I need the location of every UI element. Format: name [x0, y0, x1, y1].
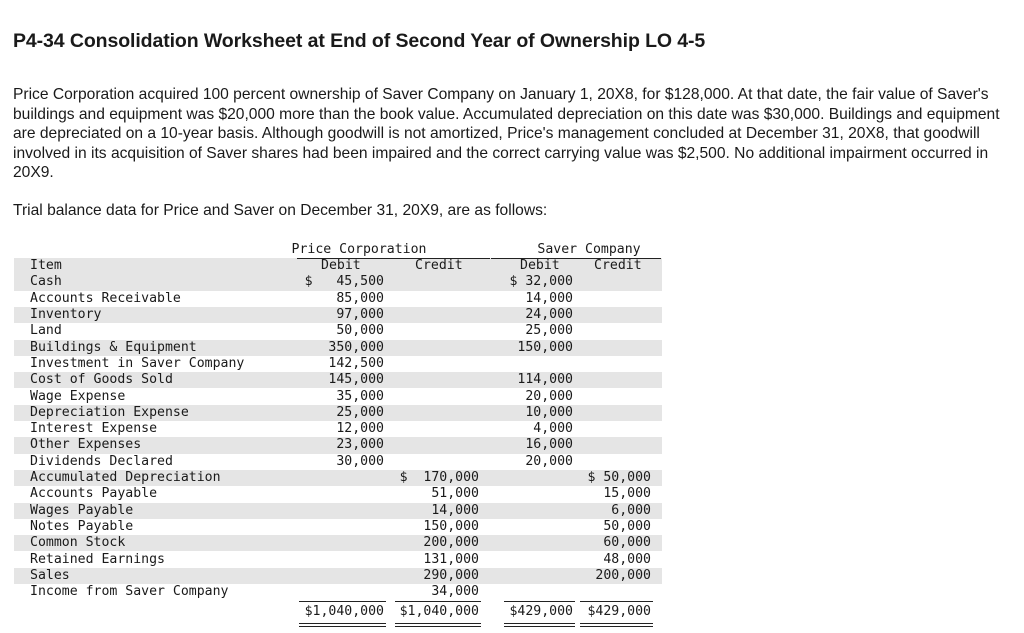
row-amount-sc: 15,000	[603, 486, 651, 502]
row-band	[14, 568, 662, 584]
row-amount-sd: 14,000	[525, 290, 573, 306]
row-amount-pd: 97,000	[336, 307, 384, 322]
row-amount-sc: 200,000	[595, 567, 651, 583]
double-rule-b-2	[504, 626, 575, 627]
row-amount-pd: 25,000	[336, 404, 384, 420]
sub-header-saver-credit: Credit	[594, 258, 642, 274]
row-item-label: Other Expenses	[30, 437, 142, 453]
row-item-label: Buildings & Equipment	[30, 339, 197, 355]
row-amount-sd: 10,000	[525, 404, 573, 420]
row-item-label: Dividends Declared	[30, 453, 173, 469]
row-amount-pc: 51,000	[431, 486, 479, 502]
row-item-label: Accounts Payable	[30, 486, 158, 502]
double-rule-b-3	[580, 626, 653, 627]
row-amount-pd: 142,500	[328, 355, 384, 371]
sub-header-saver-debit: Debit	[520, 258, 560, 274]
row-amount-pd: 23,000	[336, 437, 384, 453]
row-amount-sc: 60,000	[603, 535, 651, 551]
double-rule-a-0	[299, 623, 386, 624]
row-amount-sc: $ 50,000	[587, 470, 651, 485]
sub-header-price-credit: Credit	[415, 258, 463, 274]
row-amount-pc: 34,000	[431, 584, 479, 600]
group-header-price: Price Corporation	[291, 242, 427, 257]
row-amount-sc: 48,000	[603, 551, 651, 567]
row-amount-pc: 290,000	[423, 567, 479, 583]
row-amount-pc: 200,000	[423, 535, 479, 551]
item-header: Item	[30, 258, 62, 274]
row-item-label: Inventory	[30, 307, 102, 322]
double-rule-b-1	[395, 626, 481, 627]
row-amount-sd: 24,000	[525, 307, 573, 322]
row-amount-pc: 150,000	[423, 518, 479, 534]
row-amount-sc: 6,000	[611, 502, 651, 518]
row-amount-pd: $ 45,500	[304, 274, 384, 290]
total-pc: $1,040,000	[399, 604, 479, 620]
row-item-label: Accumulated Depreciation	[30, 470, 221, 485]
row-item-label: Accounts Receivable	[30, 290, 181, 306]
total-sc: $429,000	[587, 604, 651, 620]
double-rule-a-1	[395, 623, 481, 624]
total-sd: $429,000	[509, 604, 573, 620]
row-amount-pd: 85,000	[336, 290, 384, 306]
row-item-label: Cash	[30, 274, 62, 290]
row-amount-pc: 14,000	[431, 502, 479, 518]
double-rule-b-0	[299, 626, 386, 627]
row-amount-pd: 145,000	[328, 372, 384, 388]
row-item-label: Cost of Goods Sold	[30, 372, 173, 388]
row-amount-pd: 350,000	[328, 339, 384, 355]
row-item-label: Depreciation Expense	[30, 404, 189, 420]
row-amount-sd: 16,000	[525, 437, 573, 453]
row-amount-sd: 114,000	[517, 372, 573, 388]
row-amount-pc: 131,000	[423, 551, 479, 567]
row-amount-sd: 150,000	[517, 339, 573, 355]
rule-saver-credit	[580, 601, 653, 602]
row-amount-sc: 50,000	[603, 518, 651, 534]
row-amount-pd: 50,000	[336, 323, 384, 339]
page-title: P4-34 Consolidation Worksheet at End of Second Year of Ownership LO 4-5	[13, 30, 706, 52]
rule-saver-debit	[504, 601, 575, 602]
sub-header-price-debit: Debit	[321, 258, 361, 274]
trial-balance-table	[14, 242, 662, 629]
row-amount-pd: 30,000	[336, 453, 384, 469]
row-item-label: Wage Expense	[30, 388, 126, 404]
row-item-label: Sales	[30, 567, 70, 583]
rule-price-credit	[395, 601, 481, 602]
row-amount-sd: 4,000	[533, 421, 573, 437]
row-item-label: Interest Expense	[30, 421, 158, 437]
row-amount-pd: 35,000	[336, 388, 384, 404]
row-item-label: Land	[30, 323, 62, 339]
row-item-label: Income from Saver Company	[30, 584, 229, 600]
row-amount-sd: $ 32,000	[509, 274, 573, 290]
row-amount-sd: 20,000	[525, 453, 573, 469]
problem-description: Price Corporation acquired 100 percent ownership of Saver Company on January 1, 20X8, for $128,000. At that date, the fair value of Saver's buildings and equipment was $20,000 more than the book value. Accumulated depreciation on this date was $30,000. Buildings and equipment are depreciated on a 10-year basis. Although goodwill is not amortized, Price's management concluded at December 31, 20X8, that goodwill involved in its acquisition of Saver shares had been impaired and the correct carrying value was $2,500. No additional impairment occurred in 20X9.	[13, 86, 1000, 182]
row-item-label: Notes Payable	[30, 518, 134, 534]
row-item-label: Retained Earnings	[30, 551, 165, 567]
table-intro: Trial balance data for Price and Saver on December 31, 20X9, are as follows:	[13, 202, 548, 219]
double-rule-a-2	[504, 623, 575, 624]
row-item-label: Common Stock	[30, 535, 126, 551]
double-rule-a-3	[580, 623, 653, 624]
row-item-label: Investment in Saver Company	[30, 355, 245, 371]
row-amount-pc: $ 170,000	[399, 470, 479, 485]
row-amount-sd: 25,000	[525, 323, 573, 339]
row-item-label: Wages Payable	[30, 502, 134, 518]
row-amount-sd: 20,000	[525, 388, 573, 404]
total-pd: $1,040,000	[304, 604, 384, 620]
row-amount-pd: 12,000	[336, 421, 384, 437]
group-header-saver: Saver Company	[537, 242, 641, 257]
rule-price-debit	[299, 601, 386, 602]
